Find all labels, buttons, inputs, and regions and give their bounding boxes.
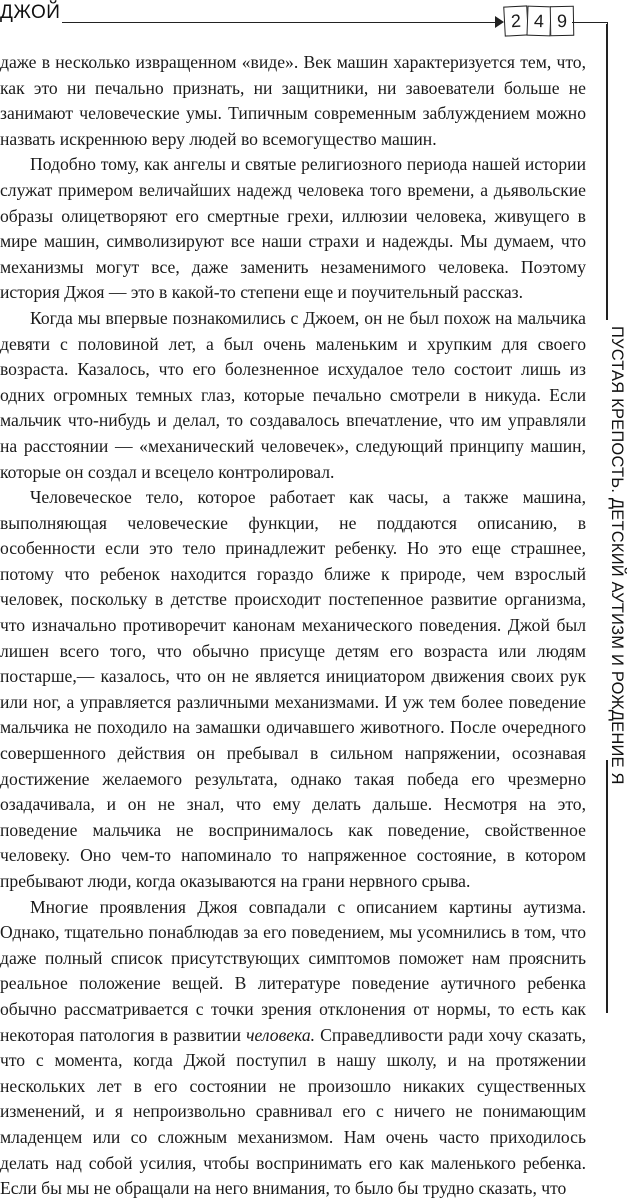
paragraph	[0, 895, 586, 1202]
italic-term: человека.	[246, 1024, 316, 1045]
header-rule-right	[572, 22, 608, 23]
page-number-digit: 4	[526, 6, 551, 37]
page-number-digit: 2	[503, 5, 529, 36]
paragraph-text: Многие проявления Джоя совпадали с описанием картины аутизма. Однако, тщательно понаблюдав за его поведением, мы усомнились в том, что даже полный список присутствующих симптомов поможет нам прояснить реальное положение вещей. В литературе поведение аутичного ребенка обычно рассматривается с точки зрения отклонения от нормы, то есть как некоторая патология в развитии	[0, 896, 586, 1045]
paragraph: даже в несколько извращенном «виде». Век машин характеризуется тем, что, как это ни печально признать, ни защитники, ни завоеватели больше не занимают человеческие умы. Типичным современным заблуждением можно назвать искреннюю веру людей во всемогущество машин.	[0, 52, 586, 149]
page-number-digit: 9	[550, 6, 575, 36]
paragraph: Подобно тому, как ангелы и святые религиозного периода нашей истории служат примером величайших надежд человека того времени, а дьявольские образы олицетворяют его смертные грехи, иллюзии человека, живущего в мире машин, символизируют все наши страхи и надежды. Мы думаем, что механизмы могут все, даже заменить незаменимого человека. Поэтому история Джоя — это в какой-то степени еще и поучительный рассказ.	[0, 154, 586, 303]
paragraph: Когда мы впервые познакомились с Джоем, он не был похож на мальчика девяти с половиной лет, а был очень маленьким и хрупким для своего возраста. Казалось, что его болезненное исхудалое тело состоит лишь из одних огромных темных глаз, которые печально смотрели в никуда. Если мальчик что-нибудь и делал, то создавалось впечатление, что им управляли на расстоянии — «механический человечек», следующий принципу машин, которые он создал и всецело контролировал.	[0, 307, 586, 482]
paragraph-text: Справедливости ради хочу сказать, что с момента, когда Джой поступил в нашу школу, и на протяжении нескольких лет в его состоянии не произошло никаких существенных изменений, и я непроизвольно сравнивал его с ничего не понимающим младенцем или со сложным механизмом. Нам очень часто приходилось делать над собой усилия, чтобы воспринимать его как маленького ребенка. Если бы мы не обращали на него внимания, то было бы трудно сказать, что	[0, 1024, 586, 1199]
body-text	[0, 50, 586, 1202]
arrow-right-icon	[495, 16, 504, 28]
side-rule	[606, 24, 608, 320]
chapter-title: ДЖОЙ	[0, 2, 61, 23]
paragraph: Человеческое тело, которое работает как часы, а также машина, выполняющая человеческие функции, не поддаются описанию, в особенности если это тело принадлежит ребенку. Но это еще страшнее, потому что ребенок находится гораздо ближе к природе, чем взрослый человек, поскольку в детстве происходит постепенное развитие организма, что изначально противоречит канонам механического поведения. Джой был лишен всего того, что обычно присуще детям его возраста или людям постарше,— казалось, что он не является инициатором движения своих рук или ног, а управляется различными механизмами. И уж тем более поведение мальчика не походило на замашки одичавшего животного. После очередного совершенного действия он пребывал в сильном напряжении, осознавая достижение желаемого результата, однако такая победа его чрезмерно озадачивала, и он не знал, что ему делать дальше. Несмотря на это, поведение мальчика не воспринималось как поведение, свойственное человеку. Оно чем-то напоминало то напряженное состояние, в котором пребывают люди, когда оказываются на грани нервного срыва.	[0, 487, 586, 891]
page-number	[504, 6, 573, 36]
header-rule	[62, 22, 502, 23]
running-header	[0, 0, 620, 44]
side-rule	[606, 760, 608, 1013]
book-title-vertical: ПУСТАЯ КРЕПОСТЬ. ДЕТСКИЙ АУТИЗМ И РОЖДЕНИЕ Я	[608, 326, 626, 785]
